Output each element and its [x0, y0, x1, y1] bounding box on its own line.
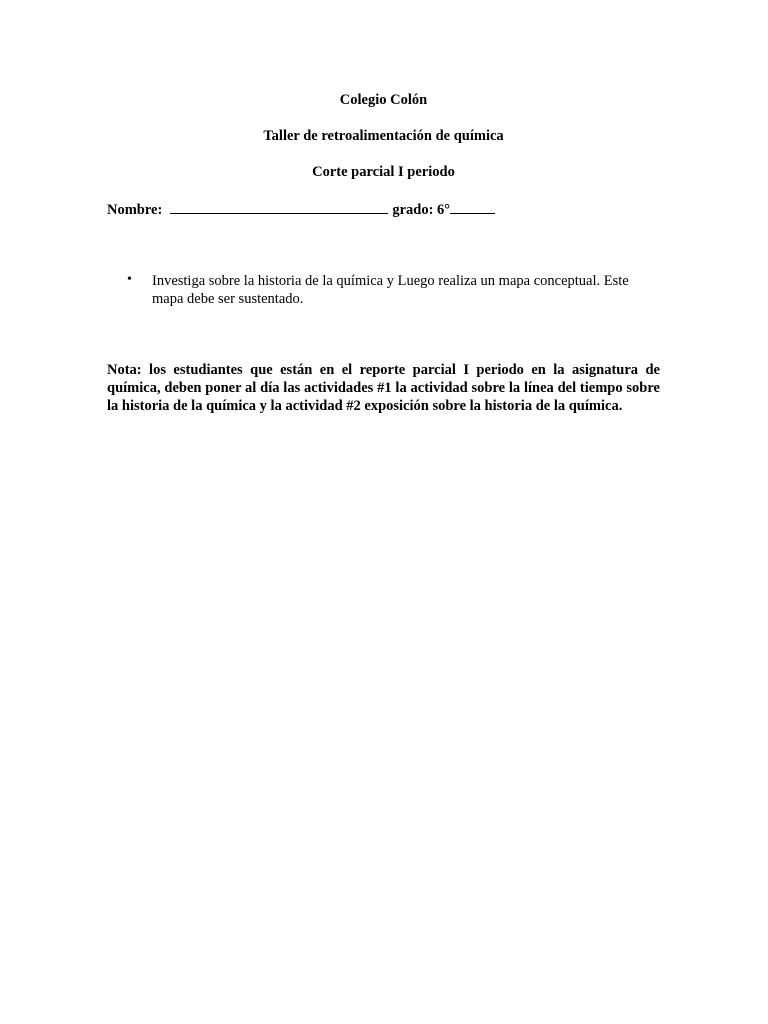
bullet-icon: • — [127, 272, 132, 287]
student-fields-line — [107, 199, 495, 219]
instruction-list-item — [127, 272, 660, 308]
grade-blank — [450, 199, 495, 214]
note-paragraph: Nota: los estudiantes que están en el reporte parcial I periodo en la asignatura de química, deben poner al día las actividades #1 la actividad sobre la línea del tiempo sobre la historia de la química y la actividad #2 exposición sobre la historia de la química. — [107, 362, 660, 414]
school-name: Colegio Colón — [339, 92, 428, 108]
name-label: Nombre: — [107, 202, 163, 218]
workshop-title: Taller de retroalimentación de química — [263, 128, 504, 144]
instruction-text: Investiga sobre la historia de la química y Luego realiza un mapa conceptual. Este mapa debe ser sustentado. — [152, 273, 629, 307]
term-title: Corte parcial I periodo — [312, 164, 455, 180]
name-blank — [170, 199, 388, 214]
grade-label: grado: 6° — [392, 202, 451, 218]
